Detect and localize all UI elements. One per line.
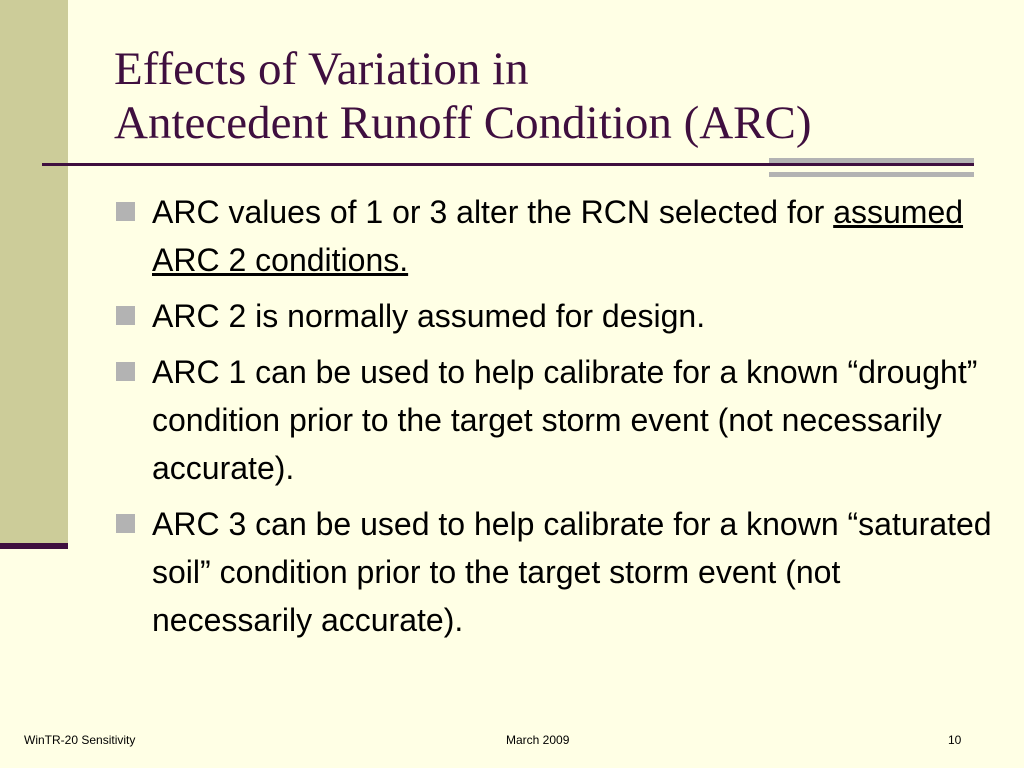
bullet-item xyxy=(116,292,996,340)
square-bullet-icon xyxy=(116,202,135,221)
slide-title-line-2: Antecedent Runoff Condition (ARC) xyxy=(114,97,812,149)
bullet-list xyxy=(116,188,996,652)
square-bullet-icon xyxy=(116,362,135,381)
bullet-text: ARC 2 is normally assumed for design. xyxy=(152,298,706,334)
square-bullet-icon xyxy=(116,514,135,533)
square-bullet-icon xyxy=(116,306,135,325)
slide-title-line-1: Effects of Variation in xyxy=(114,43,529,95)
bullet-item xyxy=(116,500,996,644)
bullet-text-underlined: assumed ARC 2 conditions. xyxy=(152,194,964,278)
footer-presentation-title: WinTR-20 Sensitivity xyxy=(24,733,136,747)
bullet-text: ARC 1 can be used to help calibrate for a known “drought” condition prior to the target storm event (not necessarily accurate). xyxy=(152,354,978,486)
title-rule-accent-lower xyxy=(769,172,974,177)
bullet-item xyxy=(116,188,996,284)
bullet-item xyxy=(116,348,996,492)
bullet-text: ARC 3 can be used to help calibrate for a known “saturated soil” condition prior to the target storm event (not necessarily accurate). xyxy=(152,506,992,638)
footer-date: March 2009 xyxy=(506,733,570,747)
title-rule xyxy=(42,163,974,166)
slide-title xyxy=(114,42,812,150)
bullet-text: ARC values of 1 or 3 alter the RCN selected for xyxy=(152,194,834,230)
footer-page-number: 10 xyxy=(948,733,962,747)
sidebar-rule xyxy=(0,543,68,549)
sidebar-band xyxy=(0,0,68,548)
